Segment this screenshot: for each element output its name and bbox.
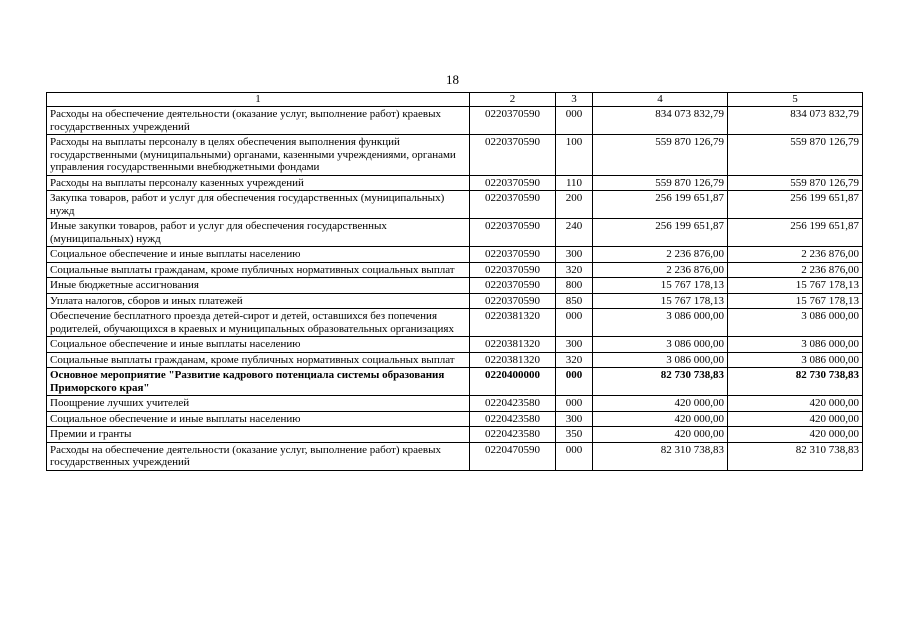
target-code: 0220370590 [470, 191, 556, 219]
expense-type: 320 [556, 262, 593, 278]
header-col-1: 1 [47, 93, 470, 107]
amount-col4: 15 767 178,13 [593, 293, 728, 309]
expense-type: 350 [556, 427, 593, 443]
table-row [47, 309, 863, 337]
item-name: Социальное обеспечение и иные выплаты населению [47, 411, 470, 427]
amount-col4: 82 730 738,83 [593, 368, 728, 396]
amount-col5: 256 199 651,87 [728, 219, 863, 247]
header-col-4: 4 [593, 93, 728, 107]
budget-table [46, 92, 863, 471]
target-code: 0220370590 [470, 262, 556, 278]
expense-type: 000 [556, 442, 593, 470]
header-col-5: 5 [728, 93, 863, 107]
amount-col5: 3 086 000,00 [728, 352, 863, 368]
expense-type: 300 [556, 247, 593, 263]
item-name: Социальные выплаты гражданам, кроме публичных нормативных социальных выплат [47, 262, 470, 278]
amount-col4: 82 310 738,83 [593, 442, 728, 470]
item-name: Социальное обеспечение и иные выплаты населению [47, 337, 470, 353]
header-col-3: 3 [556, 93, 593, 107]
table-row [47, 175, 863, 191]
target-code: 0220423580 [470, 411, 556, 427]
target-code: 0220370590 [470, 247, 556, 263]
expense-type: 100 [556, 135, 593, 176]
item-name: Расходы на выплаты персоналу в целях обеспечения выполнения функций государственными (муниципальными) органами, казенными учреждениями, органами управления государственными внебюджетными фондами [47, 135, 470, 176]
amount-col5: 3 086 000,00 [728, 309, 863, 337]
target-code: 0220470590 [470, 442, 556, 470]
amount-col5: 559 870 126,79 [728, 135, 863, 176]
amount-col4: 3 086 000,00 [593, 352, 728, 368]
target-code: 0220400000 [470, 368, 556, 396]
target-code: 0220423580 [470, 396, 556, 412]
amount-col4: 559 870 126,79 [593, 135, 728, 176]
expense-type: 300 [556, 337, 593, 353]
amount-col4: 834 073 832,79 [593, 107, 728, 135]
item-name: Социальное обеспечение и иные выплаты населению [47, 247, 470, 263]
amount-col5: 420 000,00 [728, 396, 863, 412]
target-code: 0220370590 [470, 175, 556, 191]
expense-type: 110 [556, 175, 593, 191]
table-row [47, 337, 863, 353]
table-row [47, 219, 863, 247]
item-name: Расходы на выплаты персоналу казенных учреждений [47, 175, 470, 191]
target-code: 0220370590 [470, 278, 556, 294]
table-row [47, 352, 863, 368]
target-code: 0220370590 [470, 293, 556, 309]
item-name: Закупка товаров, работ и услуг для обеспечения государственных (муниципальных) нужд [47, 191, 470, 219]
amount-col4: 256 199 651,87 [593, 219, 728, 247]
item-name: Иные закупки товаров, работ и услуг для обеспечения государственных (муниципальных) нужд [47, 219, 470, 247]
item-name: Уплата налогов, сборов и иных платежей [47, 293, 470, 309]
expense-type: 320 [556, 352, 593, 368]
amount-col5: 15 767 178,13 [728, 293, 863, 309]
amount-col4: 15 767 178,13 [593, 278, 728, 294]
item-name: Иные бюджетные ассигнования [47, 278, 470, 294]
item-name: Основное мероприятие "Развитие кадрового потенциала системы образования Приморского края" [47, 368, 470, 396]
expense-type: 000 [556, 107, 593, 135]
item-name: Премии и гранты [47, 427, 470, 443]
expense-type: 850 [556, 293, 593, 309]
amount-col5: 559 870 126,79 [728, 175, 863, 191]
table-row [47, 191, 863, 219]
amount-col4: 420 000,00 [593, 396, 728, 412]
table-row [47, 293, 863, 309]
target-code: 0220370590 [470, 107, 556, 135]
amount-col5: 2 236 876,00 [728, 262, 863, 278]
item-name: Расходы на обеспечение деятельности (оказание услуг, выполнение работ) краевых государственных учреждений [47, 442, 470, 470]
amount-col4: 256 199 651,87 [593, 191, 728, 219]
amount-col5: 15 767 178,13 [728, 278, 863, 294]
table-row [47, 135, 863, 176]
amount-col4: 2 236 876,00 [593, 262, 728, 278]
table-row [47, 278, 863, 294]
amount-col5: 82 730 738,83 [728, 368, 863, 396]
amount-col4: 420 000,00 [593, 411, 728, 427]
header-row [47, 93, 863, 107]
amount-col4: 559 870 126,79 [593, 175, 728, 191]
item-name: Социальные выплаты гражданам, кроме публичных нормативных социальных выплат [47, 352, 470, 368]
table-row [47, 247, 863, 263]
amount-col4: 3 086 000,00 [593, 337, 728, 353]
amount-col5: 834 073 832,79 [728, 107, 863, 135]
item-name: Поощрение лучших учителей [47, 396, 470, 412]
target-code: 0220370590 [470, 219, 556, 247]
expense-type: 240 [556, 219, 593, 247]
target-code: 0220423580 [470, 427, 556, 443]
expense-type: 000 [556, 368, 593, 396]
target-code: 0220370590 [470, 135, 556, 176]
expense-type: 200 [556, 191, 593, 219]
amount-col5: 256 199 651,87 [728, 191, 863, 219]
amount-col5: 3 086 000,00 [728, 337, 863, 353]
amount-col5: 420 000,00 [728, 427, 863, 443]
table-row [47, 262, 863, 278]
expense-type: 800 [556, 278, 593, 294]
amount-col4: 420 000,00 [593, 427, 728, 443]
expense-type: 000 [556, 396, 593, 412]
table-body [47, 107, 863, 471]
expense-type: 300 [556, 411, 593, 427]
table-row [47, 411, 863, 427]
item-name: Расходы на обеспечение деятельности (оказание услуг, выполнение работ) краевых государственных учреждений [47, 107, 470, 135]
table-row [47, 442, 863, 470]
table-row [47, 368, 863, 396]
expense-type: 000 [556, 309, 593, 337]
amount-col5: 2 236 876,00 [728, 247, 863, 263]
item-name: Обеспечение бесплатного проезда детей-сирот и детей, оставшихся без попечения родителей, обучающихся в краевых и муниципальных образовательных организациях [47, 309, 470, 337]
target-code: 0220381320 [470, 352, 556, 368]
amount-col4: 3 086 000,00 [593, 309, 728, 337]
header-col-2: 2 [470, 93, 556, 107]
table-row [47, 107, 863, 135]
target-code: 0220381320 [470, 309, 556, 337]
amount-col5: 82 310 738,83 [728, 442, 863, 470]
amount-col5: 420 000,00 [728, 411, 863, 427]
page-number: 18 [446, 72, 459, 87]
amount-col4: 2 236 876,00 [593, 247, 728, 263]
table-row [47, 427, 863, 443]
target-code: 0220381320 [470, 337, 556, 353]
table-row [47, 396, 863, 412]
